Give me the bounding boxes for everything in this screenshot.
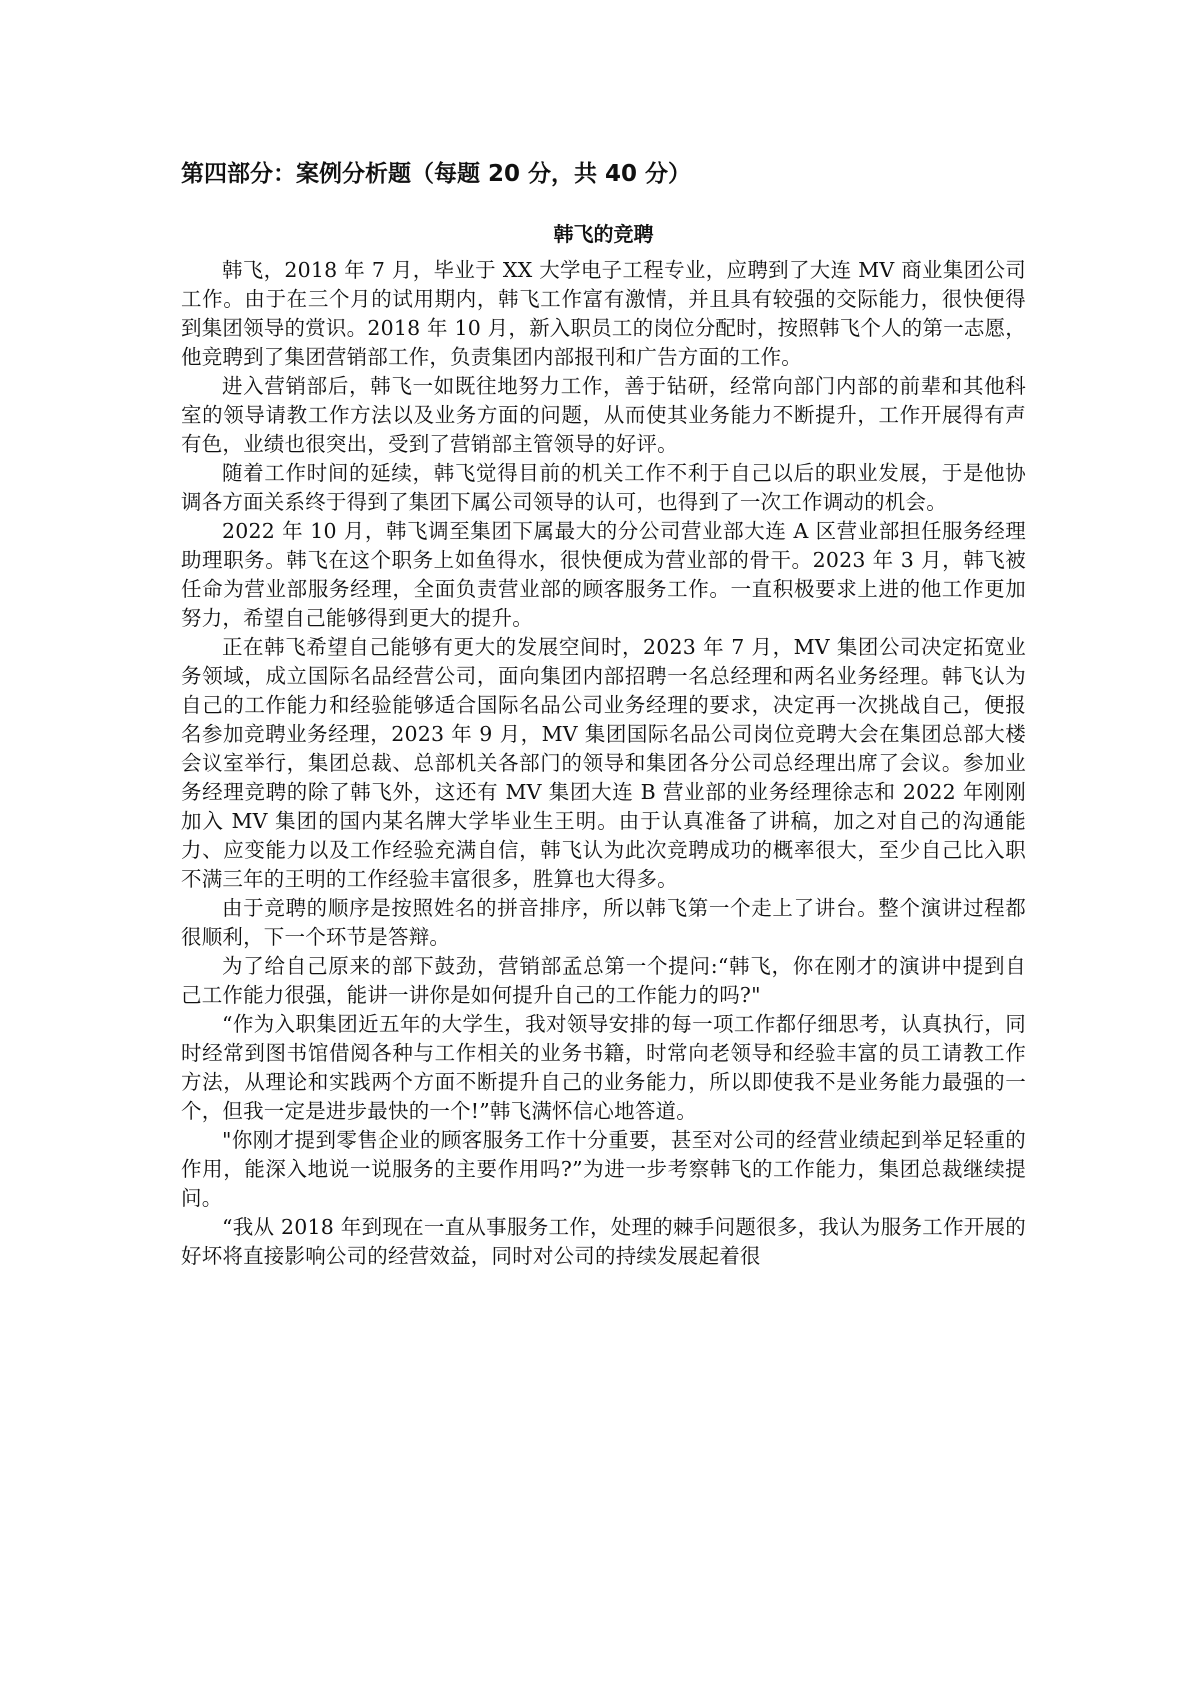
paragraph: 随着工作时间的延续，韩飞觉得目前的机关工作不利于自己以后的职业发展，于是他协调各方面关系终于得到了集团下属公司领导的认可，也得到了一次工作调动的机会。 (181, 461, 1026, 514)
paragraph: 2022 年 10 月，韩飞调至集团下属最大的分公司营业部大连 A 区营业部担任服务经理助理职务。韩飞在这个职务上如鱼得水，很快便成为营业部的骨干。2023 年 3 月，韩飞被任命为营业部服务经理，全面负责营业部的顾客服务工作。一直积极要求上进的他工作更加努力，希望自己能够得到更大的提升。 (181, 519, 1026, 630)
document-page (181, 158, 1026, 1271)
paragraph: 进入营销部后，韩飞一如既往地努力工作，善于钻研，经常向部门内部的前辈和其他科室的领导请教工作方法以及业务方面的问题，从而使其业务能力不断提升，工作开展得有声有色，业绩也很突出，受到了营销部主管领导的好评。 (181, 374, 1026, 456)
section-heading: 第四部分：案例分析题（每题 20 分，共 40 分） (181, 161, 692, 187)
case-body (181, 256, 1026, 1271)
case-title: 韩飞的竞聘 (553, 222, 654, 246)
paragraph: 由于竞聘的顺序是按照姓名的拼音排序，所以韩飞第一个走上了讲台。整个演讲过程都很顺利，下一个环节是答辩。 (181, 896, 1026, 949)
paragraph: "你刚才提到零售企业的顾客服务工作十分重要，甚至对公司的经营业绩起到举足轻重的作用，能深入地说一说服务的主要作用吗?”为进一步考察韩飞的工作能力，集团总裁继续提问。 (181, 1128, 1026, 1210)
paragraph: “作为入职集团近五年的大学生，我对领导安排的每一项工作都仔细思考，认真执行，同时经常到图书馆借阅各种与工作相关的业务书籍，时常向老领导和经验丰富的员工请教工作方法，从理论和实践两个方面不断提升自己的业务能力，所以即使我不是业务能力最强的一个，但我一定是进步最快的一个!”韩飞满怀信心地答道。 (181, 1012, 1026, 1123)
paragraph: “我从 2018 年到现在一直从事服务工作，处理的棘手问题很多，我认为服务工作开展的好坏将直接影响公司的经营效益，同时对公司的持续发展起着很 (181, 1215, 1026, 1268)
paragraph: 韩飞，2018 年 7 月，毕业于 XX 大学电子工程专业，应聘到了大连 MV 商业集团公司工作。由于在三个月的试用期内，韩飞工作富有激情，并且具有较强的交际能力，很快便得到集团领导的赏识。2018 年 10 月，新入职员工的岗位分配时，按照韩飞个人的第一志愿，他竞聘到了集团营销部工作，负责集团内部报刊和广告方面的工作。 (181, 258, 1026, 369)
paragraph: 为了给自己原来的部下鼓劲，营销部孟总第一个提问:“韩飞，你在刚才的演讲中提到自己工作能力很强，能讲一讲你是如何提升自己的工作能力的吗?" (181, 954, 1026, 1007)
paragraph: 正在韩飞希望自己能够有更大的发展空间时，2023 年 7 月，MV 集团公司决定拓宽业务领域，成立国际名品经营公司，面向集团内部招聘一名总经理和两名业务经理。韩飞认为自己的工作能力和经验能够适合国际名品公司业务经理的要求，决定再一次挑战自己，便报名参加竞聘业务经理，2023 年 9 月，MV 集团国际名品公司岗位竞聘大会在集团总部大楼会议室举行，集团总裁、总部机关各部门的领导和集团各分公司总经理出席了会议。参加业务经理竞聘的除了韩飞外，这还有 MV 集团大连 B 营业部的业务经理徐志和 2022 年刚刚加入 MV 集团的国内某名牌大学毕业生王明。由于认真准备了讲稿，加之对自己的沟通能力、应变能力以及工作经验充满自信，韩飞认为此次竞聘成功的概率很大，至少自己比入职不满三年的王明的工作经验丰富很多，胜算也大得多。 (181, 635, 1026, 891)
